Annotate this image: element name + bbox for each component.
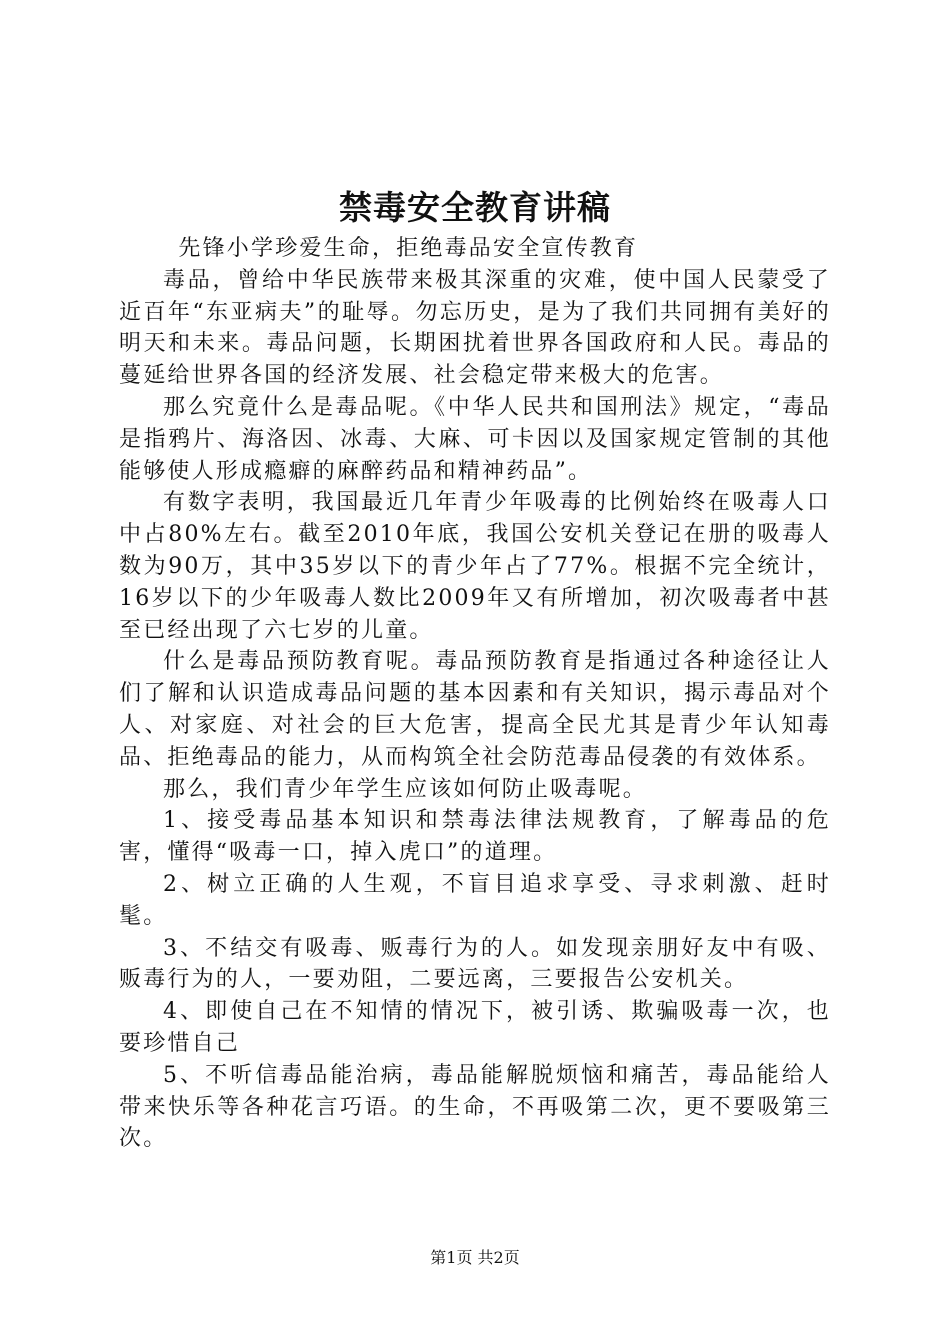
paragraph: 什么是毒品预防教育呢。毒品预防教育是指通过各种途径让人们了解和认识造成毒品问题的基本因素和有关知识，揭示毒品对个人、对家庭、对社会的巨大危害，提高全民尤其是青少年认知毒品、拒绝毒品的能力，从而构筑全社会防范毒品侵袭的有效体系。 [119, 649, 831, 770]
list-item: 4、即使自己在不知情的情况下，被引诱、欺骗吸毒一次，也要珍惜自己 [119, 999, 831, 1056]
paragraph: 有数字表明，我国最近几年青少年吸毒的比例始终在吸毒人口中占80%左右。截至2010年底，我国公安机关登记在册的吸毒人数为90万，其中35岁以下的青少年占了77%。根据不完全统计，16岁以下的少年吸毒人数比2009年又有所增加，初次吸毒者中甚至已经出现了六七岁的儿童。 [119, 490, 831, 643]
paragraph: 那么，我们青少年学生应该如何防止吸毒呢。 [163, 776, 648, 802]
list-item: 2、树立正确的人生观，不盲目追求享受、寻求刺激、赶时髦。 [119, 871, 831, 929]
list-item: 3、不结交有吸毒、贩毒行为的人。如发现亲朋好友中有吸、贩毒行为的人，一要劝阻，二要远离，三要报告公安机关。 [119, 935, 831, 993]
document-title: 禁毒安全教育讲稿 [339, 188, 611, 227]
paragraph: 毒品，曾给中华民族带来极其深重的灾难，使中国人民蒙受了近百年“东亚病夫”的耻辱。勿忘历史，是为了我们共同拥有美好的明天和未来。毒品问题，长期困扰着世界各国政府和人民。毒品的蔓延给世界各国的经济发展、社会稳定带来极大的危害。 [119, 267, 831, 389]
document-body [119, 233, 831, 1155]
page-number: 第1页 共2页 [430, 1248, 520, 1267]
list-item: 1、接受毒品基本知识和禁毒法律法规教育，了解毒品的危害，懂得“吸毒一口，掉入虎口”的道理。 [119, 808, 831, 866]
paragraph: 那么究竟什么是毒品呢。《中华人民共和国刑法》规定，“毒品是指鸦片、海洛因、冰毒、大麻、可卡因以及国家规定管制的其他能够使人形成瘾癖的麻醉药品和精神药品”。 [119, 394, 831, 484]
document-subtitle: 先锋小学珍爱生命，拒绝毒品安全宣传教育 [178, 236, 639, 261]
list-item: 5、不听信毒品能治病，毒品能解脱烦恼和痛苦，毒品能给人带来快乐等各种花言巧语。的生命，不再吸第二次，更不要吸第三次。 [119, 1062, 831, 1152]
